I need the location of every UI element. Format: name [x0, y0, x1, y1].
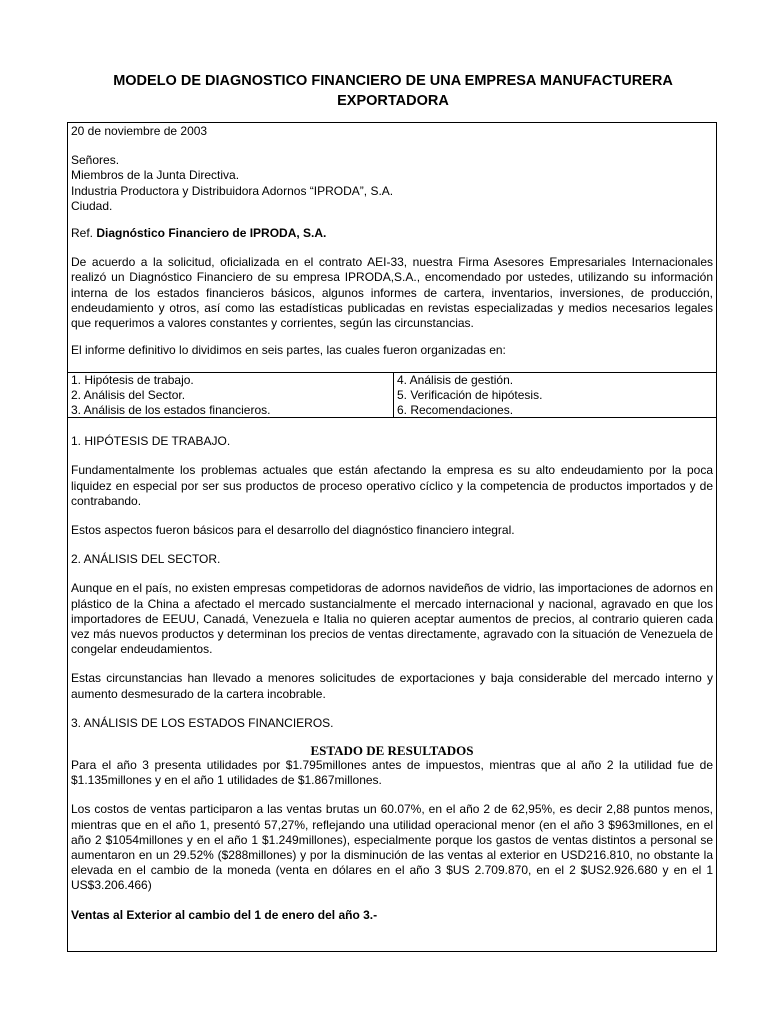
intro-paragraph: De acuerdo a la solicitud, oficializada en el contrato AEI-33, nuestra Firma Asesores Empresariales Internacionales realizó un Diagnóstico Financiero de su empresa IPRODA,S.A., encomendado por ustedes, utilizando su información interna de los estados financieros básicos, algunos informes de cartera, inventarios, inversiones, de producción, endeudamiento y otros, así como las estadísticas publicadas en revistas especializadas y medios necesarios legales que requerimos a valores constantes y corrientes, según las circunstancias. — [71, 255, 713, 331]
paragraph: Los costos de ventas participaron a las ventas brutas un 60.07%, en el año 2 de 62,95%, es decir 2,88 puntos menos, mientras que en el año 1, presentó 57,27%, reflejando una utilidad operacional menor (en el año 3 $963millones, en el año 2 $1054millones y en el año 1 $1.249millones), especialmente porque los gastos de ventas distintos a personal se aumentaron en un 29.52% ($288millones) y por la disminución de las ventas al exterior en USD216.810, no obstante la elevada en el cambio de la moneda (venta en dólares en el año 3 $US 2.709.870, en el 2 $US2.926.680 y en el 1 US$3.206.466) — [71, 802, 713, 893]
parts-column-right — [394, 373, 716, 417]
reference-label: Ref. — [71, 226, 97, 241]
letter-date: 20 de noviembre de 2003 — [71, 124, 208, 138]
paragraph: Aunque en el país, no existen empresas competidoras de adornos navideños de vidrio, las importaciones de adornos en plástico de la China a afectado el mercado sustancialmente el mercado internacional y nacional, agravado en que los importadores de EEUU, Canadá, Venezuela e Italia no quieren aceptar aumentos de precios, al contrario quieren cada vez más nuevos productos y determinan los precios de ventas directamente, agravado con la situación de Venezuela de congelar endeudamientos. — [71, 581, 713, 657]
part-item: 6. Recomendaciones. — [397, 402, 514, 417]
paragraph-bold: Ventas al Exterior al cambio del 1 de enero del año 3.- — [71, 907, 378, 922]
recipient-line: Miembros de la Junta Directiva. — [71, 168, 240, 183]
document-title — [68, 71, 718, 111]
paragraph: Para el año 3 presenta utilidades por $1.795millones antes de impuestos, mientras que al año 2 la utilidad fue de $1.135millones y en el año 1 utilidades de $1.867millones. — [71, 758, 713, 788]
part-item: 2. Análisis del Sector. — [71, 388, 186, 403]
letter-section — [68, 123, 716, 372]
parts-column-left — [68, 373, 394, 417]
salutation: Señores. — [71, 153, 120, 168]
report-parts-table — [68, 372, 716, 418]
paragraph: Fundamentalmente los problemas actuales que están afectando la empresa es su alto endeudamiento por la poca liquidez en especial por ser sus productos de proceso operativo cíclico y la competencia de productos importados y de contrabando. — [71, 463, 713, 508]
part-item: 4. Análisis de gestión. — [397, 373, 514, 388]
parts-intro: El informe definitivo lo dividimos en seis partes, las cuales fueron organizadas en: — [71, 343, 506, 358]
part-item: 1. Hipótesis de trabajo. — [71, 373, 194, 388]
section-heading: 2. ANÁLISIS DEL SECTOR. — [71, 552, 221, 567]
section-heading: 1. HIPÓTESIS DE TRABAJO. — [71, 434, 231, 449]
title-line-2: EXPORTADORA — [337, 93, 449, 109]
reference-subject: Diagnóstico Financiero de IPRODA, S.A. — [96, 226, 327, 241]
paragraph: Estas circunstancias han llevado a menores solicitudes de exportaciones y baja considerable del mercado interno y aumento desmesurado de la cartera incobrable. — [71, 671, 713, 701]
title-line-1: MODELO DE DIAGNOSTICO FINANCIERO DE UNA EMPRESA MANUFACTURERA — [113, 73, 673, 89]
body-section — [68, 418, 716, 923]
subsection-heading: ESTADO DE RESULTADOS — [310, 743, 474, 759]
part-item: 3. Análisis de los estados financieros. — [71, 402, 271, 417]
recipient-line: Ciudad. — [71, 198, 113, 213]
part-item: 5. Verificación de hipótesis. — [397, 388, 543, 403]
reference-line — [71, 226, 713, 241]
section-heading: 3. ANÁLISIS DE LOS ESTADOS FINANCIEROS. — [71, 715, 334, 730]
document-frame — [67, 122, 717, 952]
paragraph: Estos aspectos fueron básicos para el desarrollo del diagnóstico financiero integral. — [71, 523, 515, 538]
recipient-line: Industria Productora y Distribuidora Adornos “IPRODA”, S.A. — [71, 183, 394, 198]
